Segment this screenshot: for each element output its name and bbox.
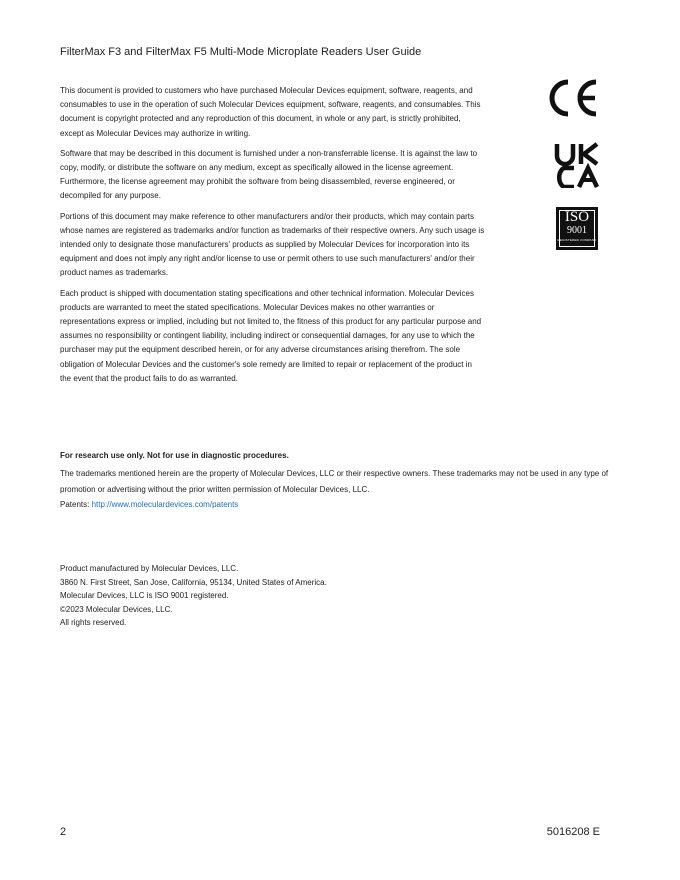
iso-badge-label: ISO <box>564 209 590 225</box>
iso-badge-subtitle: REGISTERED COMPANY <box>557 238 597 242</box>
copyright-paragraph: This document is provided to customers who have purchased Molecular Devices equipment, software, reagents, and consumables to use in the operation of such Molecular Devices equipment, software, reagents, and consumables. This document is copyright protected and any reproduction of this document, in whole or any part, is strictly prohibited, except as Molecular Devices may authorize in writing. <box>60 86 481 138</box>
iso-registration-line: Molecular Devices, LLC is ISO 9001 registered. <box>60 591 229 600</box>
page-number: 2 <box>60 826 67 838</box>
copyright-line: ©2023 Molecular Devices, LLC. <box>60 604 173 614</box>
research-notice <box>60 450 620 512</box>
iso-badge-number: 9001 <box>567 225 587 236</box>
page-header-title: FilterMax F3 and FilterMax F5 Multi-Mode Microplate Readers User Guide <box>60 46 422 58</box>
research-use-statement: For research use only. Not for use in diagnostic procedures. <box>60 451 289 460</box>
address-line: 3860 N. First Street, San Jose, California, 95134, United States of America. <box>60 577 327 587</box>
legal-body <box>60 84 485 392</box>
warranty-paragraph: Each product is shipped with documentation stating specifications and other technical information. Molecular Devices products are warranted to meet the stated specifications. Molecular Devices makes no other warranties or representations express or implied, including but not limited to, the fitness of this product for any particular purpose and assumes no responsibility or contingent liability, including indirect or consequential damages, for any use to which the purchaser may put the equipment described herein, or for any adverse circumstances arising therefrom. The sole obligation of Molecular Devices and the customer's sole remedy are limited to repair or replacement of the product in the event that the product fails to do as warranted. <box>60 288 482 383</box>
software-license-paragraph: Software that may be described in this document is furnished under a non-transferrable license. It is against the law to copy, modify, or distribute the software on any medium, except as specifically allowed in the license agreement. Furthermore, the license agreement may prohibit the software from being disassembled, reverse engineered, or decompiled for any purpose. <box>60 148 478 201</box>
ukca-mark-icon <box>554 142 600 188</box>
manufacturer-info <box>60 562 460 630</box>
patents-link[interactable]: http://www.moleculardevices.com/patents <box>91 500 239 509</box>
trademark-statement: The trademarks mentioned herein are the property of Molecular Devices, LLC or their respective owners. These trademarks may not be used in any type of promotion or advertising without the prior written permission of Molecular Devices, LLC. <box>60 469 609 494</box>
document-number: 5016208 E <box>546 826 600 838</box>
iso-9001-badge <box>556 207 598 250</box>
patents-line <box>60 498 620 512</box>
patents-label: Patents: <box>60 500 92 509</box>
ce-mark-icon <box>546 78 600 118</box>
manufacturer-line: Product manufactured by Molecular Devices, LLC. <box>60 564 239 573</box>
rights-line: All rights reserved. <box>60 618 127 627</box>
trademark-reference-paragraph: Portions of this document may make reference to other manufacturers and/or their products, which may contain parts whose names are registered as trademarks and/or function as trademarks of their respective owners. Any such usage is intended only to designate those manufacturers' products as supplied by Molecular Devices for incorporation into its equipment and does not imply any right and/or license to use or permit others to use such manufacturers' and/or their product names as trademarks. <box>60 211 485 278</box>
